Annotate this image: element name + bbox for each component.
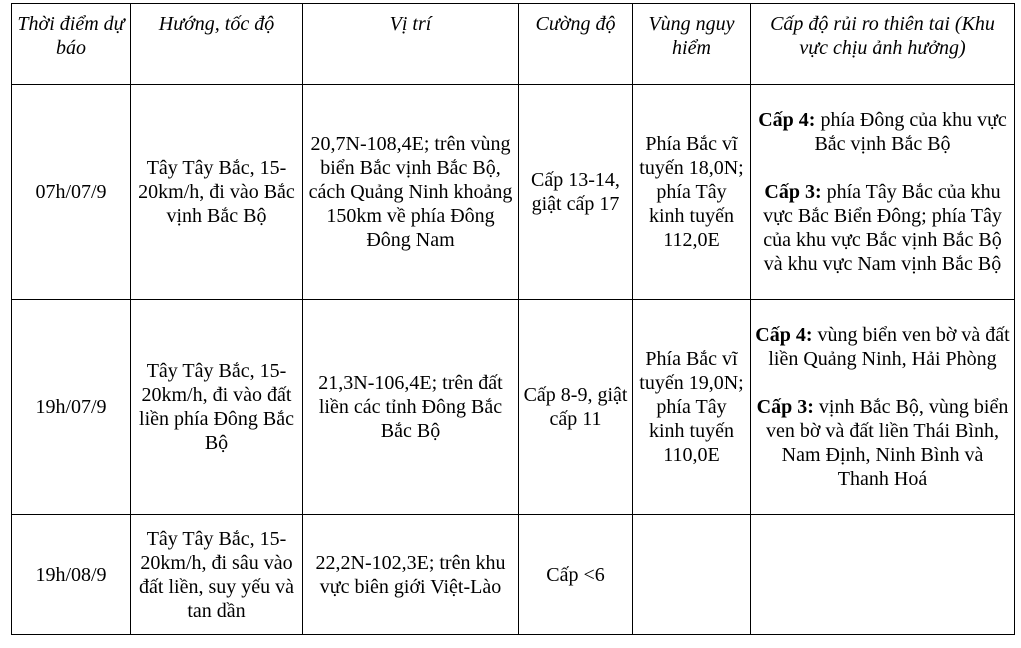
cell-direction: Tây Tây Bắc, 15-20km/h, đi vào Bắc vịnh Bắc Bộ: [131, 85, 303, 300]
risk-area: phía Tây Bắc của khu vực Bắc Biển Đông; phía Tây của khu vực Bắc vịnh Bắc Bộ và khu vực Nam vịnh Bắc Bộ: [763, 181, 1002, 275]
header-intensity: Cường độ: [519, 4, 633, 85]
risk-area: vùng biển ven bờ và đất liền Quảng Ninh, Hải Phòng: [768, 324, 1010, 370]
cell-intensity: Cấp 13-14, giật cấp 17: [519, 85, 633, 300]
risk-entry: [755, 395, 1010, 491]
cell-time: 19h/07/9: [12, 300, 131, 515]
cell-direction: Tây Tây Bắc, 15-20km/h, đi sâu vào đất liền, suy yếu và tan dần: [131, 515, 303, 635]
risk-area: vịnh Bắc Bộ, vùng biển ven bờ và đất liền Thái Bình, Nam Định, Ninh Bình và Thanh Hoá: [766, 396, 1009, 490]
header-danger-zone: Vùng nguy hiểm: [633, 4, 751, 85]
risk-level: Cấp 3:: [756, 396, 814, 418]
risk-level: Cấp 4:: [758, 109, 816, 131]
cell-position: 20,7N-108,4E; trên vùng biển Bắc vịnh Bắc Bộ, cách Quảng Ninh khoảng 150km về phía Đông Đông Nam: [303, 85, 519, 300]
risk-level: Cấp 3:: [764, 181, 822, 203]
table-row: [12, 515, 1015, 635]
header-position: Vị trí: [303, 4, 519, 85]
header-direction: Hướng, tốc độ: [131, 4, 303, 85]
table-header-row: [12, 4, 1015, 85]
cell-danger-zone: Phía Bắc vĩ tuyến 18,0N; phía Tây kinh tuyến 112,0E: [633, 85, 751, 300]
header-risk: Cấp độ rủi ro thiên tai (Khu vực chịu ảnh hưởng): [751, 4, 1015, 85]
cell-direction: Tây Tây Bắc, 15-20km/h, đi vào đất liền phía Đông Bắc Bộ: [131, 300, 303, 515]
cell-risk: [751, 515, 1015, 635]
table-row: [12, 85, 1015, 300]
risk-entry: [755, 323, 1010, 371]
cell-danger-zone: [633, 515, 751, 635]
risk-level: Cấp 4:: [755, 324, 813, 346]
cell-intensity: Cấp <6: [519, 515, 633, 635]
cell-risk: [751, 85, 1015, 300]
header-time: Thời điểm dự báo: [12, 4, 131, 85]
storm-forecast-table: [11, 3, 1015, 635]
risk-entry: [755, 180, 1010, 276]
table-row: [12, 300, 1015, 515]
cell-time: 19h/08/9: [12, 515, 131, 635]
cell-risk: [751, 300, 1015, 515]
cell-danger-zone: Phía Bắc vĩ tuyến 19,0N; phía Tây kinh tuyến 110,0E: [633, 300, 751, 515]
risk-area: phía Đông của khu vực Bắc vịnh Bắc Bộ: [814, 109, 1007, 155]
cell-time: 07h/07/9: [12, 85, 131, 300]
risk-entry: [755, 108, 1010, 156]
cell-position: 22,2N-102,3E; trên khu vực biên giới Việt-Lào: [303, 515, 519, 635]
cell-position: 21,3N-106,4E; trên đất liền các tỉnh Đông Bắc Bắc Bộ: [303, 300, 519, 515]
cell-intensity: Cấp 8-9, giật cấp 11: [519, 300, 633, 515]
